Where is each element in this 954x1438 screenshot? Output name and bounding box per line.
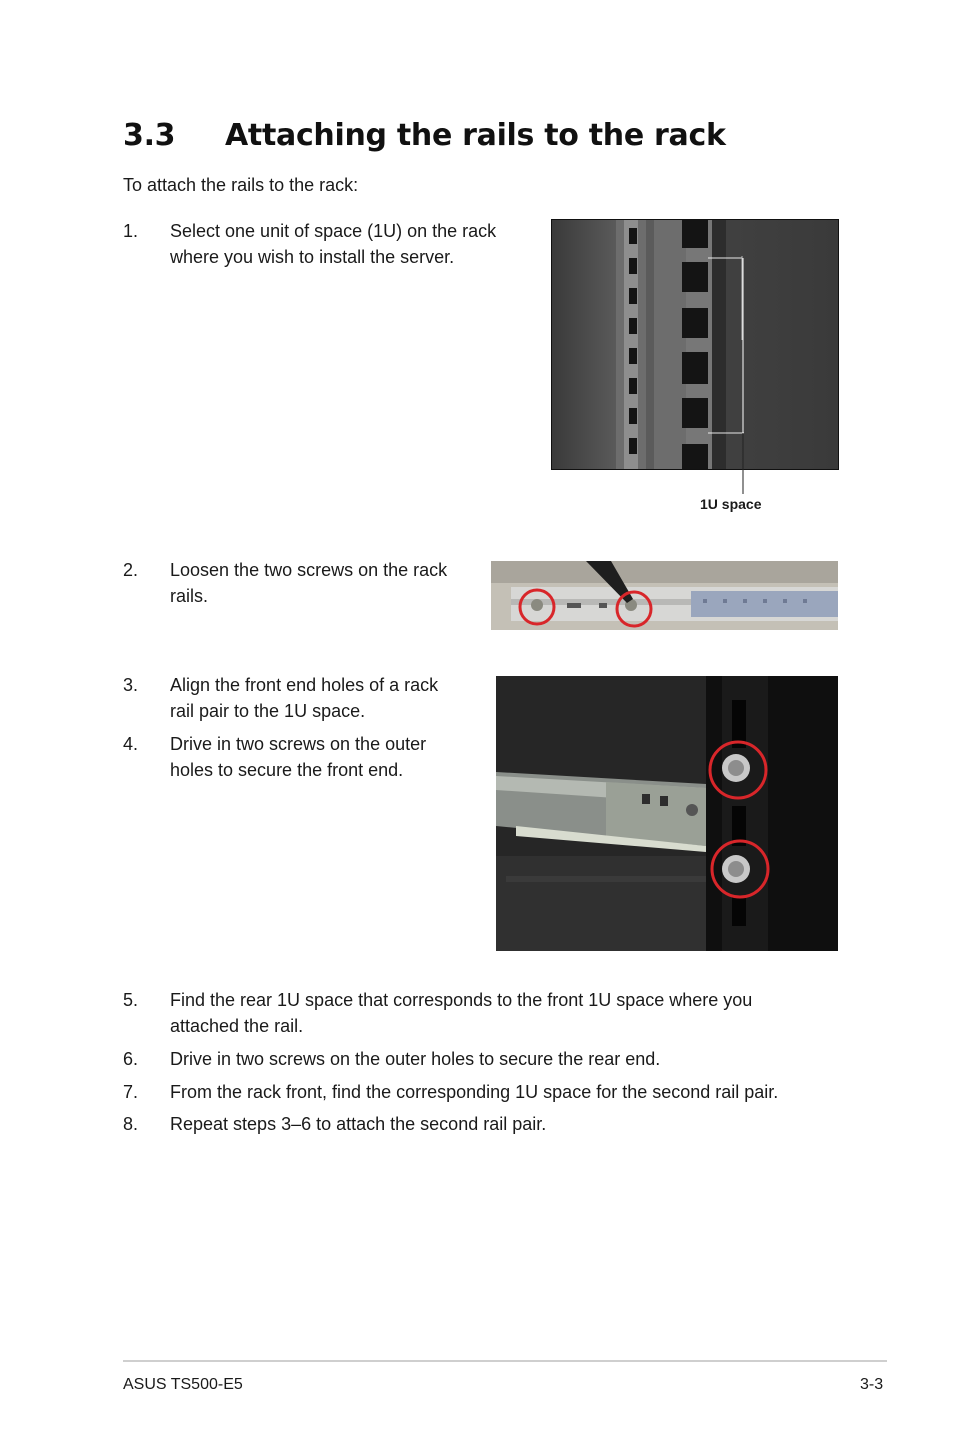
section-number: 3.3 <box>123 118 176 153</box>
step-text: Find the rear 1U space that corresponds to the front 1U space where you attached the rail. <box>170 990 753 1036</box>
figure-caption-1u-space: 1U space <box>700 496 762 512</box>
footer-page-number: 3-3 <box>860 1376 884 1393</box>
section-heading <box>123 118 726 153</box>
section-title: Attaching the rails to the rack <box>225 118 726 153</box>
1u-bracket-lines <box>700 250 760 500</box>
step-text: From the rack front, find the corresponding 1U space for the second rail pair. <box>170 1082 779 1102</box>
step-text: Align the front end holes of a rack rail pair to the 1U space. <box>170 675 439 721</box>
step-text: Select one unit of space (1U) on the rack where you wish to install the server. <box>170 221 497 267</box>
step-number: 3. <box>123 675 139 695</box>
step-text: Loosen the two screws on the rack rails. <box>170 560 448 606</box>
step-number: 7. <box>123 1082 139 1102</box>
intro-text: To attach the rails to the rack: <box>123 175 359 195</box>
step-number: 1. <box>123 221 139 241</box>
step-number: 6. <box>123 1049 139 1069</box>
step-number: 2. <box>123 560 139 580</box>
step-number: 5. <box>123 990 139 1010</box>
footer-divider <box>123 1360 887 1362</box>
step-text: Drive in two screws on the outer holes to secure the rear end. <box>170 1049 661 1069</box>
step-text: Drive in two screws on the outer holes to secure the front end. <box>170 734 427 780</box>
step-number: 8. <box>123 1114 139 1134</box>
rail-screws-photo <box>491 561 838 630</box>
step-number: 4. <box>123 734 139 754</box>
rack-1u-photo <box>551 219 839 470</box>
front-end-screws-photo <box>496 676 838 951</box>
step-text: Repeat steps 3–6 to attach the second rail pair. <box>170 1114 547 1134</box>
footer-product-name: ASUS TS500-E5 <box>123 1376 243 1393</box>
